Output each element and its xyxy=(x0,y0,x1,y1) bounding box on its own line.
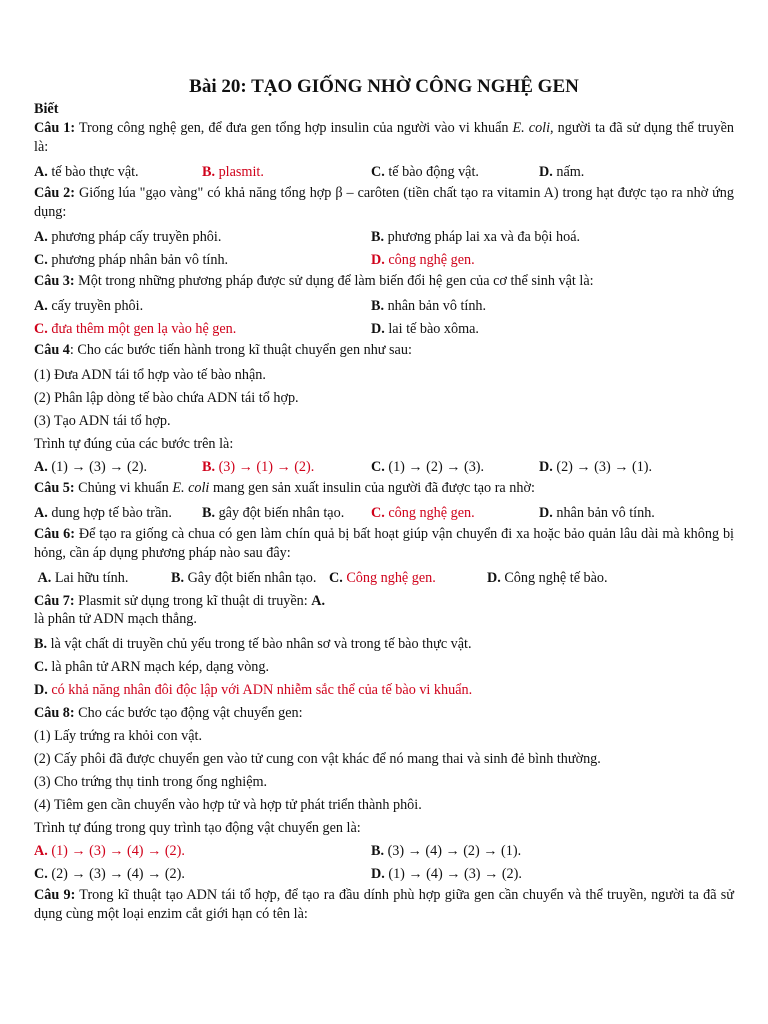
option-b-correct: B. plasmit. xyxy=(202,163,264,180)
option-a: A. tế bào thực vật. xyxy=(34,163,139,180)
options-row xyxy=(34,295,734,318)
option-c-correct: C. công nghệ gen. xyxy=(371,504,475,521)
options-row xyxy=(34,456,734,479)
options-row xyxy=(34,567,734,590)
question-label: Câu 3: xyxy=(34,272,75,289)
step-item: (4) Tiêm gen cần chuyển vào hợp tử và hợp tử phát triển thành phôi. xyxy=(34,796,422,813)
section-heading: Biết xyxy=(34,101,59,117)
option-d: D. nhân bản vô tính. xyxy=(539,504,655,521)
option-c: C. (2) → (3) → (4) → (2). xyxy=(34,865,185,882)
option-c: C. phương pháp nhân bản vô tính. xyxy=(34,251,229,268)
question-9: Câu 9: Trong kĩ thuật tạo ADN tái tổ hợp, để tạo ra đầu dính phù hợp giữa gen cần chuyển và thể truyền, người ta đã sử dụng cùng một loại enzim cắt giới hạn có tên là: xyxy=(34,886,734,922)
options-row xyxy=(34,161,734,184)
options-row xyxy=(34,226,734,249)
question-label: Câu 4 xyxy=(34,341,70,358)
option-a-correct: A. (1) → (3) → (4) → (2). xyxy=(34,842,185,859)
step-item: (2) Cấy phôi đã được chuyển gen vào tử cung con vật khác để nó mang thai và sinh đẻ bình thường. xyxy=(34,750,601,767)
option-a: A. (1) → (3) → (2). xyxy=(34,458,148,475)
option-c: C. tế bào động vật. xyxy=(371,163,479,180)
question-8: Câu 8: Cho các bước tạo động vật chuyển gen: xyxy=(34,704,303,721)
question-7: Câu 7: Plasmit sử dụng trong kĩ thuật di truyền: A. xyxy=(34,592,326,609)
option-b: B. Gây đột biến nhân tạo. xyxy=(171,569,317,586)
option-b: B. nhân bản vô tính. xyxy=(371,297,487,314)
question-prompt: Trình tự đúng trong quy trình tạo động vật chuyển gen là: xyxy=(34,819,361,836)
step-item: (3) Tạo ADN tái tổ hợp. xyxy=(34,412,171,429)
option-b-correct: B. (3) → (1) → (2). xyxy=(202,458,315,475)
step-item: (2) Phân lập dòng tế bào chứa ADN tái tổ hợp. xyxy=(34,389,299,406)
options-row xyxy=(34,840,734,863)
document-page xyxy=(34,74,734,928)
question-4: Câu 4: Cho các bước tiến hành trong kĩ thuật chuyển gen như sau: xyxy=(34,341,412,358)
question-6: Câu 6: Để tạo ra giống cà chua có gen làm chín quả bị bất hoạt giúp vận chuyển đi xa hoặc bảo quản lâu dài mà không bị hỏng, cần áp dụng phương pháp nào sau đây: xyxy=(34,525,734,561)
option-b: B. là vật chất di truyền chủ yếu trong tế bào nhân sơ và trong tế bào thực vật. xyxy=(34,635,472,652)
page-title: Bài 20: TẠO GIỐNG NHỜ CÔNG NGHỆ GEN xyxy=(189,76,579,97)
question-prompt: Trình tự đúng của các bước trên là: xyxy=(34,435,234,452)
option-d-correct: D. công nghệ gen. xyxy=(371,251,475,268)
step-item: (1) Đưa ADN tái tổ hợp vào tế bào nhận. xyxy=(34,366,266,383)
option-c: C. (1) → (2) → (3). xyxy=(371,458,485,475)
option-a: A. Lai hữu tính. xyxy=(37,569,129,586)
option-a: A. dung hợp tế bào trần. xyxy=(34,504,172,521)
question-2: Câu 2: Giống lúa "gạo vàng" có khả năng tổng hợp β – carôten (tiền chất tạo ra vitamin A) trong hạt được tạo ra nhờ ứng dụng: xyxy=(34,184,734,220)
question-label: Câu 8: xyxy=(34,704,75,721)
question-label: Câu 9: xyxy=(34,886,76,903)
option-a: A. cấy truyền phôi. xyxy=(34,297,144,314)
question-label: Câu 7: xyxy=(34,592,75,609)
option-d: D. Công nghệ tế bào. xyxy=(487,569,608,586)
question-label: Câu 5: xyxy=(34,479,75,496)
step-item: (3) Cho trứng thụ tinh trong ống nghiệm. xyxy=(34,773,268,790)
question-5: Câu 5: Chủng vi khuẩn E. coli mang gen sản xuất insulin của người đã được tạo ra nhờ: xyxy=(34,479,535,496)
option-d-correct: D. có khả năng nhân đôi độc lập với ADN nhiễm sắc thể của tế bào vi khuẩn. xyxy=(34,681,473,698)
option-d: D. (2) → (3) → (1). xyxy=(539,458,653,475)
options-row xyxy=(34,502,734,525)
question-label: Câu 1: xyxy=(34,119,76,136)
option-c-correct: C. Công nghệ gen. xyxy=(329,569,436,586)
option-b: B. gây đột biến nhân tạo. xyxy=(202,504,345,521)
question-1: Câu 1: Trong công nghệ gen, để đưa gen tổng hợp insulin của người vào vi khuẩn E. coli, người ta đã sử dụng thể truyền là: xyxy=(34,119,734,155)
option-c: C. là phân tử ARN mạch kép, dạng vòng. xyxy=(34,658,270,675)
option-a: A. phương pháp cấy truyền phôi. xyxy=(34,228,222,245)
option-b: B. (3) → (4) → (2) → (1). xyxy=(371,842,522,859)
option-d: D. nấm. xyxy=(539,163,585,180)
step-item: (1) Lấy trứng ra khỏi con vật. xyxy=(34,727,203,744)
question-label: Câu 6: xyxy=(34,525,75,542)
option-d: D. (1) → (4) → (3) → (2). xyxy=(371,865,522,882)
question-3: Câu 3: Một trong những phương pháp được sử dụng để làm biến đổi hệ gen của cơ thể sinh vật là: xyxy=(34,272,594,289)
options-row xyxy=(34,249,734,272)
option-d: D. lai tế bào xôma. xyxy=(371,320,479,337)
option-a: là phân tử ADN mạch thẳng. xyxy=(34,611,197,627)
option-c-correct: C. đưa thêm một gen lạ vào hệ gen. xyxy=(34,320,237,337)
options-row xyxy=(34,318,734,341)
question-label: Câu 2: xyxy=(34,184,76,201)
option-b: B. phương pháp lai xa và đa bội hoá. xyxy=(371,228,581,245)
options-row xyxy=(34,863,734,886)
